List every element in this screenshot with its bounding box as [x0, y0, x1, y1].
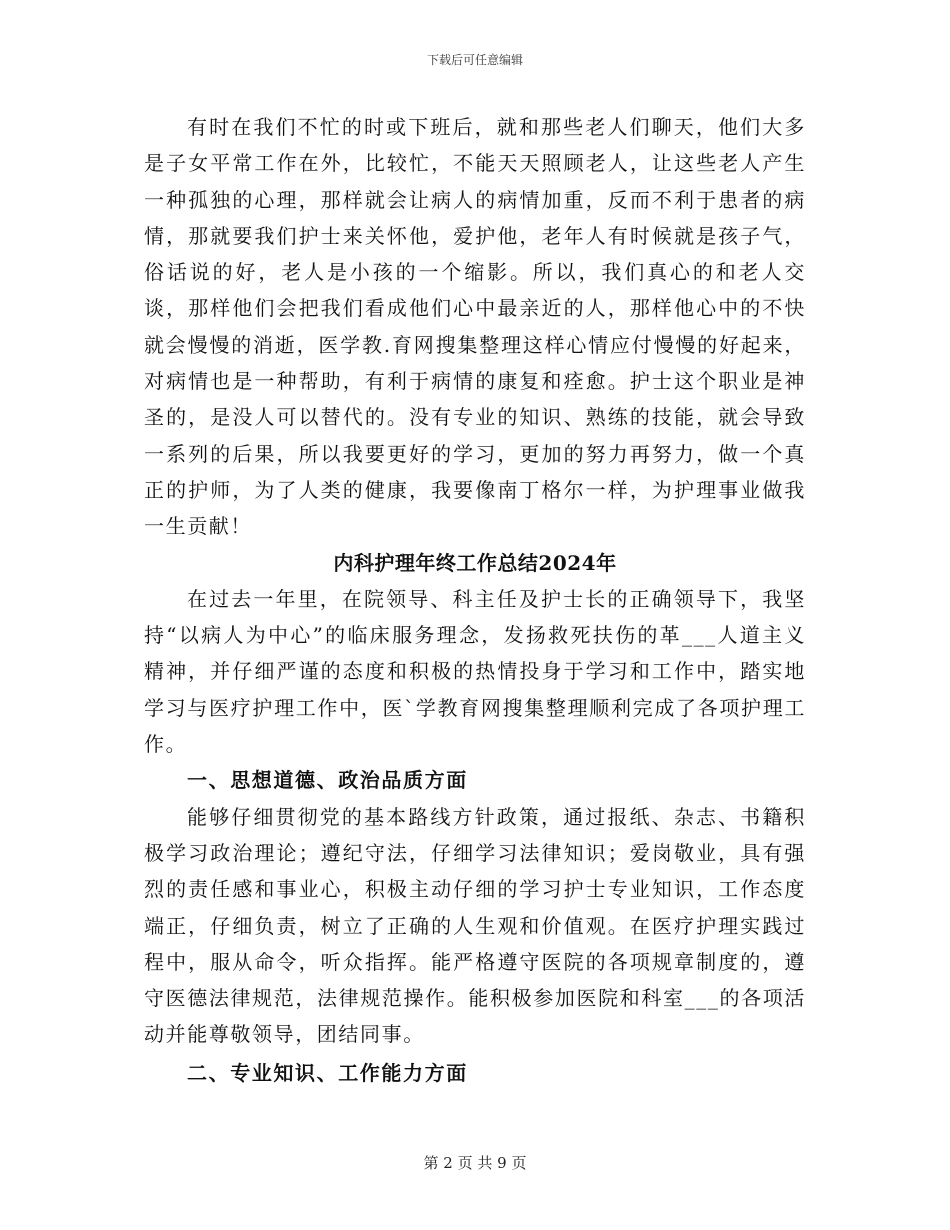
document-body [144, 109, 806, 1091]
paragraph-intro: 在过去一年里，在院领导、科主任及护士长的正确领导下，我坚持“以病人为中心”的临床服务理念，发扬救死扶伤的革___人道主义精神，并仔细严谨的态度和积极的热情投身于学习和工作中，踏实地学习与医疗护理工作中，医`学教育网搜集整理顺利完成了各项护理工作。 [144, 586, 806, 757]
paragraph-ideology-morality: 能够仔细贯彻党的基本路线方针政策，通过报纸、杂志、书籍积极学习政治理论；遵纪守法，仔细学习法律知识；爱岗敬业，具有强烈的责任感和事业心，积极主动仔细的学习护士专业知识，工作态度端正，仔细负责，树立了正确的人生观和价值观。在医疗护理实践过程中，服从命令，听众指挥。能严格遵守医院的各项规章制度的，遵守医德法律规范，法律规范操作。能积极参加医院和科室___的各项活动并能尊敬领导，团结同事。 [144, 804, 806, 1047]
section-title: 内科护理年终工作总结2024年 [333, 550, 617, 575]
heading-professional-knowledge: 二、专业知识、工作能力方面 [187, 1060, 468, 1085]
heading-ideology-morality: 一、思想道德、政治品质方面 [187, 768, 468, 793]
page-header-note: 下载后可任意编辑 [426, 53, 523, 67]
paragraph-elderly-care: 有时在我们不忙的时或下班后，就和那些老人们聊天，他们大多是子女平常工作在外，比较忙，不能天天照顾老人，让这些老人产生一种孤独的心理，那样就会让病人的病情加重，反而不利于患者的病情，那就要我们护士来关怀他，爱护他，老年人有时候就是孩子气，俗话说的好，老人是小孩的一个缩影。所以，我们真心的和老人交谈，那样他们会把我们看成他们心中最亲近的人，那样他心中的不快就会慢慢的消逝，医学教.育网搜集整理这样心情应付慢慢的好起来，对病情也是一种帮助，有利于病情的康复和痊愈。护士这个职业是神圣的，是没人可以替代的。没有专业的知识、熟练的技能，就会导致一系列的后果，所以我要更好的学习，更加的努力再努力，做一个真正的护师，为了人类的健康，我要像南丁格尔一样，为护理事业做我一生贡献！ [144, 115, 806, 539]
page-number: 第 2 页 共 9 页 [423, 1154, 527, 1172]
